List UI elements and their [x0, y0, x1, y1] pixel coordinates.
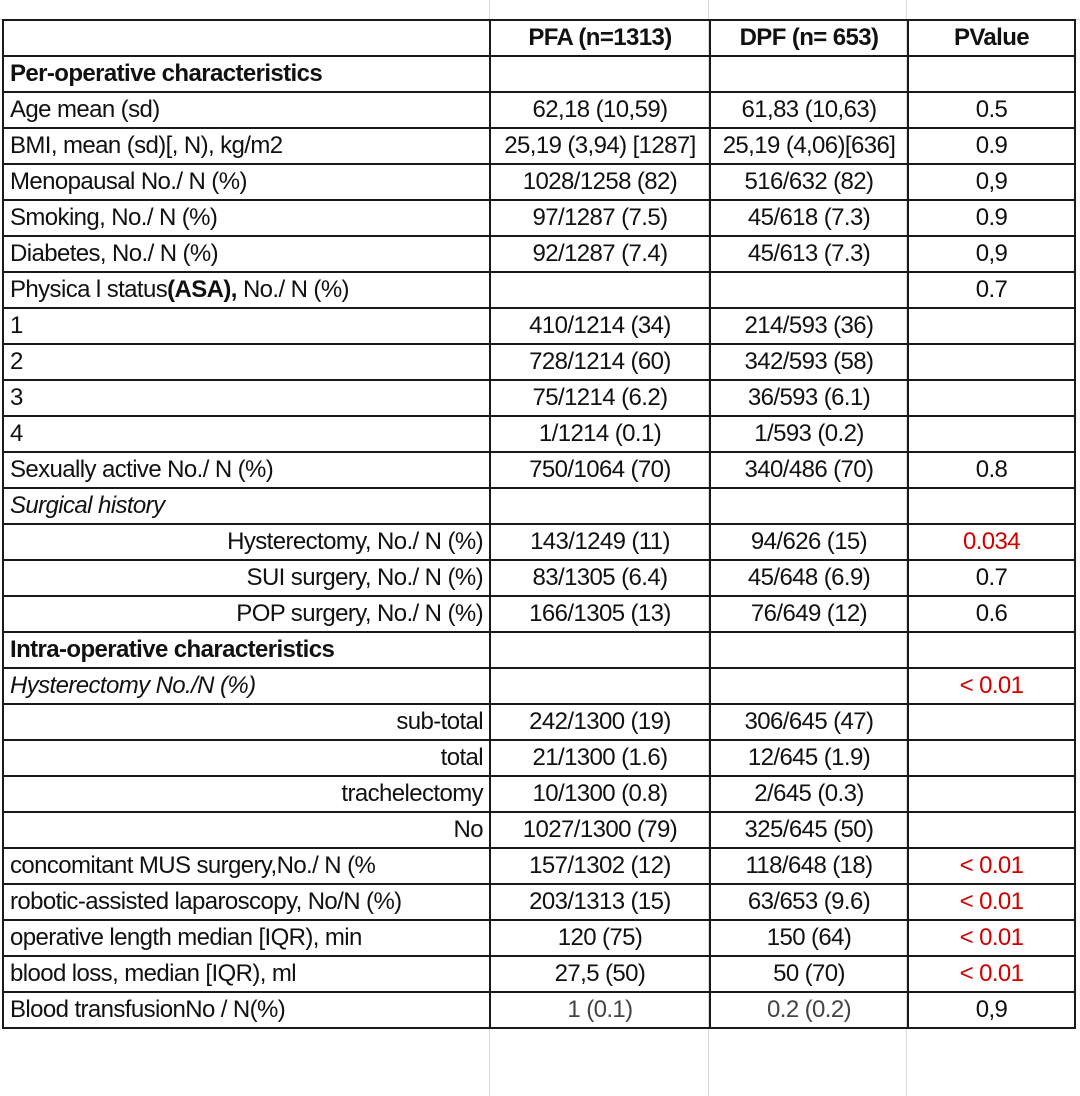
dpf-cell[interactable]: 150 (64) — [710, 920, 908, 956]
pfa-cell[interactable]: 166/1305 (13) — [490, 596, 710, 632]
pvalue-cell[interactable]: < 0.01 — [908, 884, 1075, 920]
pfa-cell[interactable] — [490, 668, 710, 704]
header-label-cell[interactable] — [3, 20, 490, 56]
table-row — [3, 920, 1075, 956]
pvalue-cell[interactable]: 0.8 — [908, 452, 1075, 488]
pvalue-cell[interactable] — [908, 632, 1075, 668]
dpf-cell[interactable]: 76/649 (12) — [710, 596, 908, 632]
row-label-cell[interactable]: robotic-assisted laparoscopy, No/N (%) — [3, 884, 490, 920]
pvalue-cell[interactable]: 0,9 — [908, 236, 1075, 272]
pvalue-cell[interactable] — [908, 56, 1075, 92]
pvalue-cell[interactable]: 0.034 — [908, 524, 1075, 560]
pvalue-cell[interactable] — [908, 344, 1075, 380]
pfa-cell[interactable]: 750/1064 (70) — [490, 452, 710, 488]
table-row — [3, 848, 1075, 884]
row-label-cell[interactable]: sub-total — [3, 704, 490, 740]
table-row — [3, 812, 1075, 848]
pfa-cell[interactable]: 410/1214 (34) — [490, 308, 710, 344]
dpf-cell[interactable]: 214/593 (36) — [710, 308, 908, 344]
pfa-cell[interactable]: 27,5 (50) — [490, 956, 710, 992]
table-row — [3, 128, 1075, 164]
dpf-cell[interactable]: 516/632 (82) — [710, 164, 908, 200]
row-label-cell[interactable]: 3 — [3, 380, 490, 416]
dpf-cell[interactable]: 36/593 (6.1) — [710, 380, 908, 416]
row-label-cell[interactable]: concomitant MUS surgery,No./ N (% — [3, 848, 490, 884]
row-label-cell[interactable]: operative length median [IQR), min — [3, 920, 490, 956]
table-row — [3, 452, 1075, 488]
row-label-cell[interactable]: Smoking, No./ N (%) — [3, 200, 490, 236]
table-row — [3, 704, 1075, 740]
pvalue-cell[interactable] — [908, 380, 1075, 416]
row-label-cell[interactable]: Hysterectomy No./N (%) — [3, 668, 490, 704]
dpf-cell[interactable]: 1/593 (0.2) — [710, 416, 908, 452]
row-label-cell[interactable]: BMI, mean (sd)[, N), kg/m2 — [3, 128, 490, 164]
table-row — [3, 308, 1075, 344]
row-label-bold-text: (ASA), — [167, 276, 237, 303]
header-row — [3, 20, 1075, 56]
pfa-cell[interactable]: 92/1287 (7.4) — [490, 236, 710, 272]
dpf-cell[interactable]: 45/613 (7.3) — [710, 236, 908, 272]
table-row — [3, 236, 1075, 272]
table-row — [3, 344, 1075, 380]
dpf-cell[interactable]: 306/645 (47) — [710, 704, 908, 740]
dpf-cell[interactable]: 118/648 (18) — [710, 848, 908, 884]
row-label-cell[interactable]: No — [3, 812, 490, 848]
pvalue-cell[interactable] — [908, 416, 1075, 452]
row-label-cell[interactable]: Surgical history — [3, 488, 490, 524]
header-dpf[interactable]: DPF (n= 653) — [710, 20, 908, 56]
table-row — [3, 596, 1075, 632]
dpf-cell[interactable]: 2/645 (0.3) — [710, 776, 908, 812]
pfa-cell[interactable]: 1028/1258 (82) — [490, 164, 710, 200]
row-label-cell[interactable]: blood loss, median [IQR), ml — [3, 956, 490, 992]
pfa-cell[interactable]: 728/1214 (60) — [490, 344, 710, 380]
pvalue-cell[interactable] — [908, 704, 1075, 740]
dpf-cell[interactable]: 63/653 (9.6) — [710, 884, 908, 920]
pvalue-cell[interactable]: 0.7 — [908, 560, 1075, 596]
table-row — [3, 776, 1075, 812]
table-row — [3, 380, 1075, 416]
dpf-cell[interactable]: 340/486 (70) — [710, 452, 908, 488]
pfa-cell[interactable]: 1027/1300 (79) — [490, 812, 710, 848]
row-label-cell[interactable]: total — [3, 740, 490, 776]
dpf-cell[interactable]: 94/626 (15) — [710, 524, 908, 560]
row-label-cell[interactable]: 2 — [3, 344, 490, 380]
pvalue-cell[interactable]: < 0.01 — [908, 920, 1075, 956]
pfa-cell[interactable] — [490, 56, 710, 92]
pfa-cell[interactable]: 203/1313 (15) — [490, 884, 710, 920]
pvalue-cell[interactable]: 0,9 — [908, 164, 1075, 200]
dpf-cell[interactable]: 45/618 (7.3) — [710, 200, 908, 236]
dpf-cell[interactable] — [710, 668, 908, 704]
pfa-cell[interactable]: 21/1300 (1.6) — [490, 740, 710, 776]
header-pvalue[interactable]: PValue — [908, 20, 1075, 56]
dpf-cell[interactable]: 12/645 (1.9) — [710, 740, 908, 776]
pfa-cell[interactable]: 75/1214 (6.2) — [490, 380, 710, 416]
row-label-cell[interactable]: Per-operative characteristics — [3, 56, 490, 92]
pfa-cell[interactable]: 1 (0.1) — [490, 992, 710, 1028]
pfa-cell[interactable]: 1/1214 (0.1) — [490, 416, 710, 452]
table-row — [3, 524, 1075, 560]
dpf-cell[interactable]: 61,83 (10,63) — [710, 92, 908, 128]
row-label-text: Physica l status — [10, 276, 168, 303]
dpf-cell[interactable] — [710, 56, 908, 92]
pvalue-cell[interactable]: < 0.01 — [908, 668, 1075, 704]
pfa-cell[interactable]: 97/1287 (7.5) — [490, 200, 710, 236]
dpf-cell[interactable]: 0.2 (0.2) — [710, 992, 908, 1028]
table-row — [3, 164, 1075, 200]
table-row — [3, 56, 1075, 92]
dpf-cell[interactable] — [710, 632, 908, 668]
row-label-cell[interactable]: Hysterectomy, No./ N (%) — [3, 524, 490, 560]
pfa-cell[interactable] — [490, 272, 710, 308]
pfa-cell[interactable]: 143/1249 (11) — [490, 524, 710, 560]
row-label-cell[interactable]: POP surgery, No./ N (%) — [3, 596, 490, 632]
pfa-cell[interactable]: 83/1305 (6.4) — [490, 560, 710, 596]
pfa-cell[interactable]: 25,19 (3,94) [1287] — [490, 128, 710, 164]
results-table — [2, 19, 1076, 1029]
header-pfa[interactable]: PFA (n=1313) — [490, 20, 710, 56]
row-label-cell[interactable]: Blood transfusionNo / N(%) — [3, 992, 490, 1028]
pvalue-cell[interactable]: < 0.01 — [908, 848, 1075, 884]
pvalue-cell[interactable] — [908, 776, 1075, 812]
dpf-cell[interactable]: 45/648 (6.9) — [710, 560, 908, 596]
row-label-cell[interactable]: Menopausal No./ N (%) — [3, 164, 490, 200]
pvalue-cell[interactable]: 0.9 — [908, 128, 1075, 164]
dpf-cell[interactable]: 342/593 (58) — [710, 344, 908, 380]
table-row — [3, 992, 1075, 1028]
table-row — [3, 632, 1075, 668]
row-label-cell[interactable]: Diabetes, No./ N (%) — [3, 236, 490, 272]
pvalue-cell[interactable]: 0,9 — [908, 992, 1075, 1028]
table-row — [3, 200, 1075, 236]
pfa-cell[interactable]: 62,18 (10,59) — [490, 92, 710, 128]
table-row — [3, 92, 1075, 128]
row-label-cell[interactable] — [3, 272, 490, 308]
dpf-cell[interactable]: 25,19 (4,06)[636] — [710, 128, 908, 164]
row-label-cell[interactable]: 1 — [3, 308, 490, 344]
row-label-cell[interactable]: SUI surgery, No./ N (%) — [3, 560, 490, 596]
dpf-cell[interactable] — [710, 272, 908, 308]
table-row — [3, 560, 1075, 596]
pvalue-cell[interactable]: 0.7 — [908, 272, 1075, 308]
table-row — [3, 416, 1075, 452]
row-label-cell[interactable]: Age mean (sd) — [3, 92, 490, 128]
pfa-cell[interactable] — [490, 632, 710, 668]
table-row — [3, 272, 1075, 308]
table-row — [3, 956, 1075, 992]
pvalue-cell[interactable]: 0.9 — [908, 200, 1075, 236]
pvalue-cell[interactable]: < 0.01 — [908, 956, 1075, 992]
pvalue-cell[interactable] — [908, 812, 1075, 848]
table-row — [3, 668, 1075, 704]
row-label-cell[interactable]: trachelectomy — [3, 776, 490, 812]
pfa-cell[interactable]: 242/1300 (19) — [490, 704, 710, 740]
pvalue-cell[interactable] — [908, 488, 1075, 524]
row-label-cell[interactable]: 4 — [3, 416, 490, 452]
pfa-cell[interactable]: 10/1300 (0.8) — [490, 776, 710, 812]
table-row — [3, 884, 1075, 920]
dpf-cell[interactable]: 50 (70) — [710, 956, 908, 992]
row-label-cell[interactable]: Sexually active No./ N (%) — [3, 452, 490, 488]
table-row — [3, 488, 1075, 524]
pfa-cell[interactable]: 157/1302 (12) — [490, 848, 710, 884]
pfa-cell[interactable]: 120 (75) — [490, 920, 710, 956]
dpf-cell[interactable]: 325/645 (50) — [710, 812, 908, 848]
row-label-text: No./ N (%) — [236, 276, 349, 303]
pfa-cell[interactable] — [490, 488, 710, 524]
pvalue-cell[interactable] — [908, 308, 1075, 344]
pvalue-cell[interactable] — [908, 740, 1075, 776]
pvalue-cell[interactable]: 0.5 — [908, 92, 1075, 128]
pvalue-cell[interactable]: 0.6 — [908, 596, 1075, 632]
row-label-cell[interactable]: Intra-operative characteristics — [3, 632, 490, 668]
table-row — [3, 740, 1075, 776]
dpf-cell[interactable] — [710, 488, 908, 524]
